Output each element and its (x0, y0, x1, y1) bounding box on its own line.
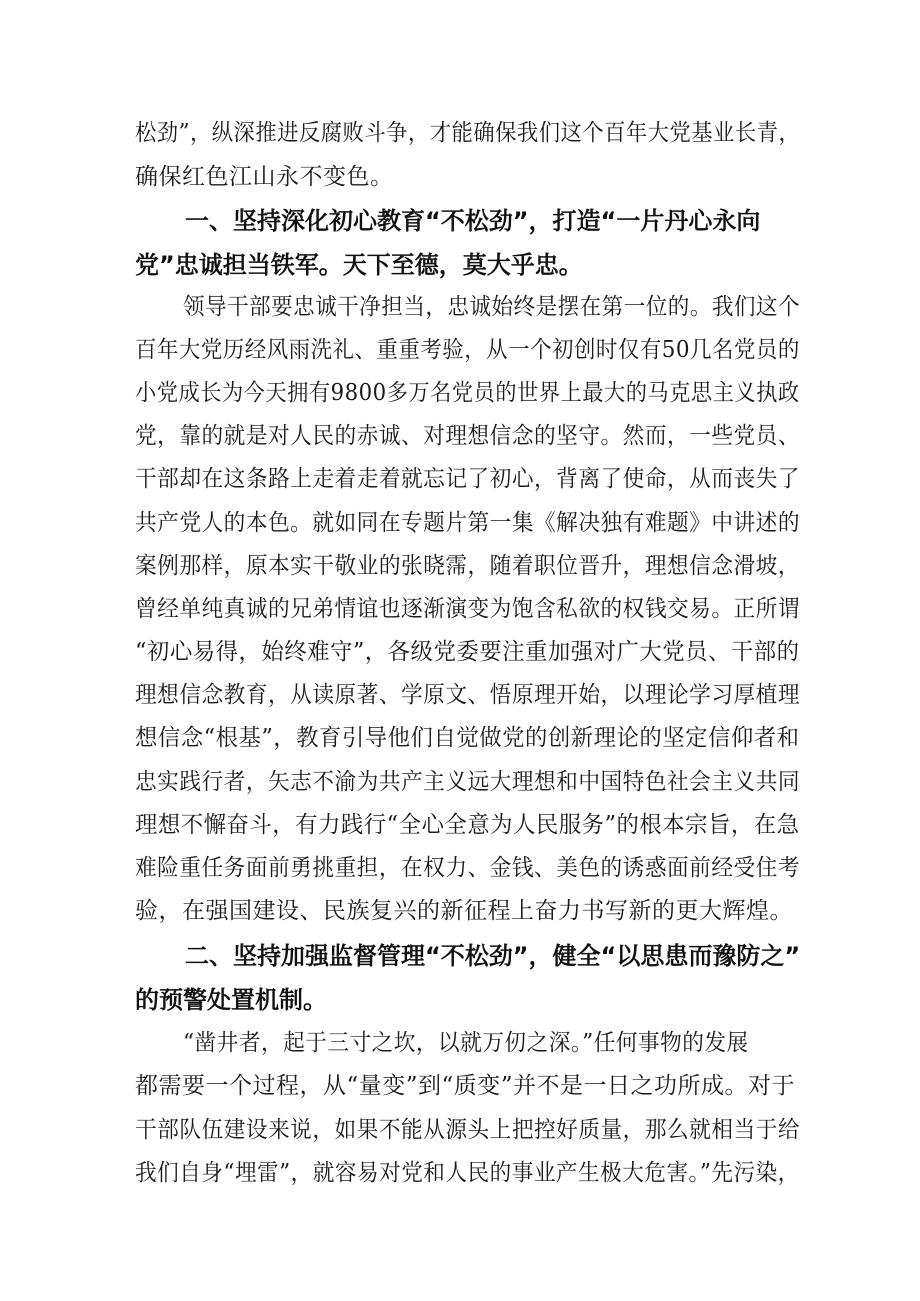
section1-para-line-4: 党，靠的就是对人民的赤诚、对理想信念的坚守。然而，一些党员、 (135, 423, 800, 449)
section1-para-line-7: 案例那样，原本实干敬业的张晓霈，随着职位晋升，理想信念滑坡， (135, 553, 800, 579)
section1-para-line-2: 百年大党历经风雨洗礼、重重考验，从一个初创时仅有50几名党员的 (135, 337, 800, 363)
section1-para-line-1: 领导干部要忠诚干净担当，忠诚始终是摆在第一位的。我们这个 (183, 294, 800, 320)
section1-para-line-12: 忠实践行者，矢志不渝为共产主义远大理想和中国特色社会主义共同 (135, 769, 800, 795)
section1-para-line-9: “初心易得，始终难守”，各级党委要注重加强对广大党员、干部的 (135, 639, 800, 665)
section1-para-line-11: 想信念“根基”，教育引导他们自觉做党的创新理论的坚定信仰者和 (135, 725, 800, 751)
section1-para-line-10: 理想信念教育，从读原著、学原文、悟原理开始，以理论学习厚植理 (135, 682, 800, 708)
section1-para-line-5: 干部却在这条路上走着走着就忘记了初心，背离了使命，从而丧失了 (135, 466, 800, 492)
section1-para-line-3: 小党成长为今天拥有9800多万名党员的世界上最大的马克思主义执政 (135, 380, 800, 406)
section1-heading-line-2: 党”忠诚担当铁军。天下至德，莫大乎忠。 (135, 251, 583, 279)
intro-line-2: 确保红色江山永不变色。 (135, 164, 394, 190)
section2-para-line-4: 我们自身“埋雷”，就容易对党和人民的事业产生极大危害。”先污染， (135, 1160, 800, 1186)
section1-para-line-6: 共产党人的本色。就如同在专题片第一集《解决独有难题》中讲述的 (135, 510, 800, 536)
section2-para-line-2: 都需要一个过程，从“量变”到“质变”并不是一日之功所成。对于 (135, 1073, 796, 1099)
section1-heading-line-1: 一、坚持深化初心教育“不松劲”，打造“一片丹心永向 (185, 207, 761, 235)
section2-para-line-1: “凿井者，起于三寸之坎，以就万仞之深。”任何事物的发展 (183, 1030, 749, 1056)
section1-para-line-8: 曾经单纯真诚的兄弟情谊也逐渐演变为饱含私欲的权钱交易。正所谓 (135, 596, 800, 622)
section2-heading-line-1: 二、坚持加强监督管理“不松劲”，健全“以思患而豫防之” (185, 942, 801, 970)
section2-heading-line-2: 的预警处置机制。 (135, 986, 327, 1014)
section1-para-line-13: 理想不懈奋斗，有力践行“全心全意为人民服务”的根本宗旨，在急 (135, 812, 800, 838)
section1-para-line-14: 难险重任务面前勇挑重担，在权力、金钱、美色的诱惑面前经受住考 (135, 855, 800, 881)
section1-para-line-15: 验，在强国建设、民族复兴的新征程上奋力书写新的更大辉煌。 (135, 898, 793, 924)
section2-para-line-3: 干部队伍建设来说，如果不能从源头上把控好质量，那么就相当于给 (135, 1117, 800, 1143)
intro-line-1: 松劲”，纵深推进反腐败斗争，才能确保我们这个百年大党基业长青， (135, 120, 801, 146)
